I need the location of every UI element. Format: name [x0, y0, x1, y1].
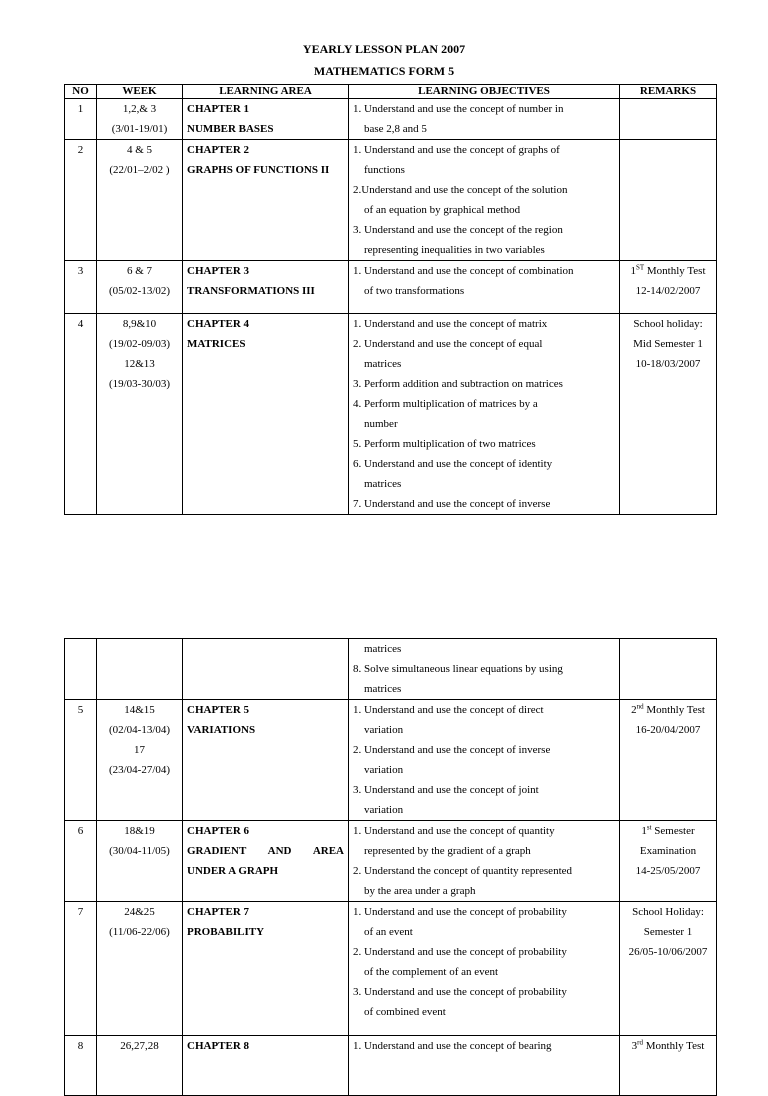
row-no: 8 [65, 1036, 97, 1096]
row-remarks [620, 700, 717, 821]
objective-line: 2. Understand and use the concept of inverse [353, 744, 551, 756]
chapter-label: CHAPTER 3 [187, 265, 250, 277]
objective-line: base 2,8 and 5 [364, 123, 427, 135]
document-title: YEARLY LESSON PLAN 2007 [302, 42, 466, 56]
objective-line: matrices [364, 643, 402, 655]
row-week [97, 314, 183, 515]
row-objectives [349, 140, 620, 261]
table-row [65, 902, 717, 1036]
chapter-label: CHAPTER 7 [187, 906, 250, 918]
lesson-plan-table-page-1 [64, 84, 717, 515]
header-remarks: REMARKS [620, 85, 717, 99]
chapter-name: UNDER A GRAPH [187, 865, 279, 877]
week-line: 17 [134, 744, 145, 756]
chapter-name: TRANSFORMATIONS III [187, 285, 315, 297]
row-week [97, 140, 183, 261]
remark-date: 12-14/02/2007 [635, 285, 701, 297]
objective-line: 1. Understand and use the concept of matrix [353, 318, 548, 330]
table-row [65, 99, 717, 140]
objective-line: 1. Understand and use the concept of probability [353, 906, 567, 918]
week-line: (30/04-11/05) [109, 845, 170, 857]
remark-monthly-test [624, 261, 712, 281]
remark-line: School Holiday: [632, 906, 704, 918]
ordinal-suffix: rd [637, 1038, 643, 1047]
remark-line: Examination [639, 845, 697, 857]
row-remarks [620, 261, 717, 314]
row-learning-area [183, 821, 349, 902]
ordinal-number: 3 [631, 1040, 638, 1052]
row-objectives [349, 1036, 620, 1096]
row-objectives [349, 902, 620, 1036]
lesson-plan-table-page-2 [64, 638, 717, 1096]
objective-line: represented by the gradient of a graph [364, 845, 531, 857]
row-remarks [620, 1036, 717, 1096]
row-objectives [349, 821, 620, 902]
objective-line: 4. Perform multiplication of matrices by a [353, 398, 538, 410]
week-line: (19/02-09/03) [108, 338, 171, 350]
chapter-name-word: AND [267, 845, 292, 857]
remark-monthly-test [624, 700, 712, 720]
remark-date: 16-20/04/2007 [635, 724, 701, 736]
row-learning-area [183, 1036, 349, 1096]
row-week [97, 639, 183, 700]
objective-line: number [364, 418, 398, 430]
row-learning-area [183, 99, 349, 140]
row-no: 7 [65, 902, 97, 1036]
table-row [65, 639, 717, 700]
week-line: 8,9&10 [122, 318, 157, 330]
objective-line: matrices [364, 683, 402, 695]
objective-line: functions [364, 164, 405, 176]
chapter-label: CHAPTER 5 [187, 704, 250, 716]
objective-line: variation [364, 764, 404, 776]
table-row [65, 1036, 717, 1096]
chapter-label: CHAPTER 8 [187, 1040, 250, 1052]
objective-line: of the complement of an event [364, 966, 499, 978]
objective-line: 8. Solve simultaneous linear equations by using [353, 663, 563, 675]
objective-line: 3. Understand and use the concept of joint [353, 784, 539, 796]
objective-line: 7. Understand and use the concept of inverse [353, 498, 551, 510]
chapter-name: NUMBER BASES [187, 123, 274, 135]
header-learning-objectives: LEARNING OBJECTIVES [349, 85, 620, 99]
remark-text: Monthly Test [643, 704, 705, 716]
remark-line: 10-18/03/2007 [635, 358, 701, 370]
objective-line: of two transformations [364, 285, 465, 297]
table-row [65, 140, 717, 261]
objective-line: 2.Understand and use the concept of the solution [353, 184, 568, 196]
remark-text: Semester [651, 825, 695, 837]
week-line: 26,27,28 [120, 1040, 159, 1052]
objective-line: matrices [364, 358, 402, 370]
week-line: 6 & 7 [126, 265, 153, 277]
row-week [97, 902, 183, 1036]
remark-text: Monthly Test [644, 265, 706, 277]
objective-line: of an equation by graphical method [364, 204, 521, 216]
objective-line: matrices [364, 478, 402, 490]
week-line: (23/04-27/04) [108, 764, 171, 776]
chapter-label: CHAPTER 6 [187, 825, 250, 837]
header-no: NO [65, 85, 97, 99]
remark-line: Semester 1 [643, 926, 693, 938]
objective-line: 1. Understand and use the concept of direct [353, 704, 544, 716]
objective-line: 1. Understand and use the concept of bearing [353, 1040, 552, 1052]
remark-monthly-test [624, 1036, 712, 1056]
row-objectives [349, 99, 620, 140]
row-remarks [620, 639, 717, 700]
table-row [65, 261, 717, 314]
objective-line: by the area under a graph [364, 885, 476, 897]
objective-line: representing inequalities in two variables [364, 244, 545, 256]
ordinal-number: 1 [630, 265, 636, 277]
week-line: (11/06-22/06) [109, 926, 170, 938]
row-learning-area [183, 314, 349, 515]
document-subtitle: MATHEMATICS FORM 5 [313, 64, 455, 78]
remark-line: School holiday: [633, 318, 703, 330]
chapter-name: GRAPHS OF FUNCTIONS II [187, 164, 330, 176]
week-line: 18&19 [124, 825, 155, 837]
row-objectives [349, 639, 620, 700]
row-week [97, 700, 183, 821]
chapter-name-word: AREA [312, 845, 344, 857]
row-learning-area [183, 639, 349, 700]
objective-line: 3. Understand and use the concept of the region [353, 224, 563, 236]
row-no: 6 [65, 821, 97, 902]
objective-line: variation [364, 724, 404, 736]
row-no: 2 [65, 140, 97, 261]
objective-line: 2. Understand and use the concept of probability [353, 946, 567, 958]
objective-line: 3. Perform addition and subtraction on matrices [353, 378, 563, 390]
row-remarks [620, 99, 717, 140]
row-objectives [349, 700, 620, 821]
row-objectives [349, 261, 620, 314]
remark-line: 26/05-10/06/2007 [628, 946, 708, 958]
ordinal-suffix: st [646, 823, 652, 832]
table-row [65, 314, 717, 515]
row-learning-area [183, 261, 349, 314]
ordinal-number: 1 [641, 825, 647, 837]
chapter-label: CHAPTER 1 [187, 103, 250, 115]
row-remarks [620, 821, 717, 902]
row-week [97, 821, 183, 902]
remark-line: Mid Semester 1 [633, 338, 703, 350]
objective-line: variation [364, 804, 404, 816]
objective-line: 3. Understand and use the concept of probability [353, 986, 567, 998]
chapter-label: CHAPTER 2 [187, 144, 250, 156]
row-learning-area [183, 700, 349, 821]
row-learning-area [183, 902, 349, 1036]
row-no: 4 [65, 314, 97, 515]
objective-line: 2. Understand and use the concept of equal [353, 338, 543, 350]
week-line: (05/02-13/02) [108, 285, 171, 297]
table-row [65, 821, 717, 902]
week-line: (22/01–2/02 ) [109, 164, 170, 176]
row-learning-area [183, 140, 349, 261]
remark-text: Monthly Test [642, 1040, 705, 1052]
row-week [97, 1036, 183, 1096]
row-no [65, 639, 97, 700]
objective-line: 5. Perform multiplication of two matrices [353, 438, 536, 450]
row-remarks [620, 140, 717, 261]
header-learning-area: LEARNING AREA [183, 85, 349, 99]
row-no: 5 [65, 700, 97, 821]
remark-semester [624, 821, 712, 841]
week-line: 14&15 [124, 704, 155, 716]
table-header-row [65, 85, 717, 99]
ordinal-suffix: nd [636, 702, 644, 711]
week-line: 4 & 5 [126, 144, 153, 156]
row-no: 3 [65, 261, 97, 314]
week-line: 24&25 [124, 906, 155, 918]
row-week [97, 99, 183, 140]
remark-date: 14-25/05/2007 [635, 865, 701, 877]
row-week [97, 261, 183, 314]
objective-line: of combined event [364, 1006, 446, 1018]
chapter-name: PROBABILITY [187, 926, 265, 938]
week-line: 1,2,& 3 [122, 103, 157, 115]
objective-line: of an event [364, 926, 413, 938]
row-remarks [620, 902, 717, 1036]
week-line: (19/03-30/03) [108, 378, 171, 390]
objective-line: 6. Understand and use the concept of identity [353, 458, 553, 470]
week-line: (02/04-13/04) [108, 724, 171, 736]
objective-line: 1. Understand and use the concept of combination [353, 265, 574, 277]
row-objectives [349, 314, 620, 515]
week-line: (3/01-19/01) [111, 123, 168, 135]
row-remarks [620, 314, 717, 515]
objective-line: 1. Understand and use the concept of number in [353, 103, 564, 115]
header-week: WEEK [97, 85, 183, 99]
chapter-name-word: GRADIENT [187, 845, 247, 857]
week-line: 12&13 [124, 358, 155, 370]
row-no: 1 [65, 99, 97, 140]
chapter-name: VARIATIONS [187, 724, 256, 736]
chapter-label: CHAPTER 4 [187, 318, 250, 330]
chapter-name: MATRICES [187, 338, 246, 350]
objective-line: 1. Understand and use the concept of quantity [353, 825, 555, 837]
ordinal-suffix: ST [635, 263, 645, 272]
chapter-name-justified [187, 841, 344, 861]
objective-line: 2. Understand the concept of quantity represented [353, 865, 573, 877]
objective-line: 1. Understand and use the concept of graphs of [353, 144, 560, 156]
ordinal-number: 2 [631, 704, 637, 716]
table-row [65, 700, 717, 821]
